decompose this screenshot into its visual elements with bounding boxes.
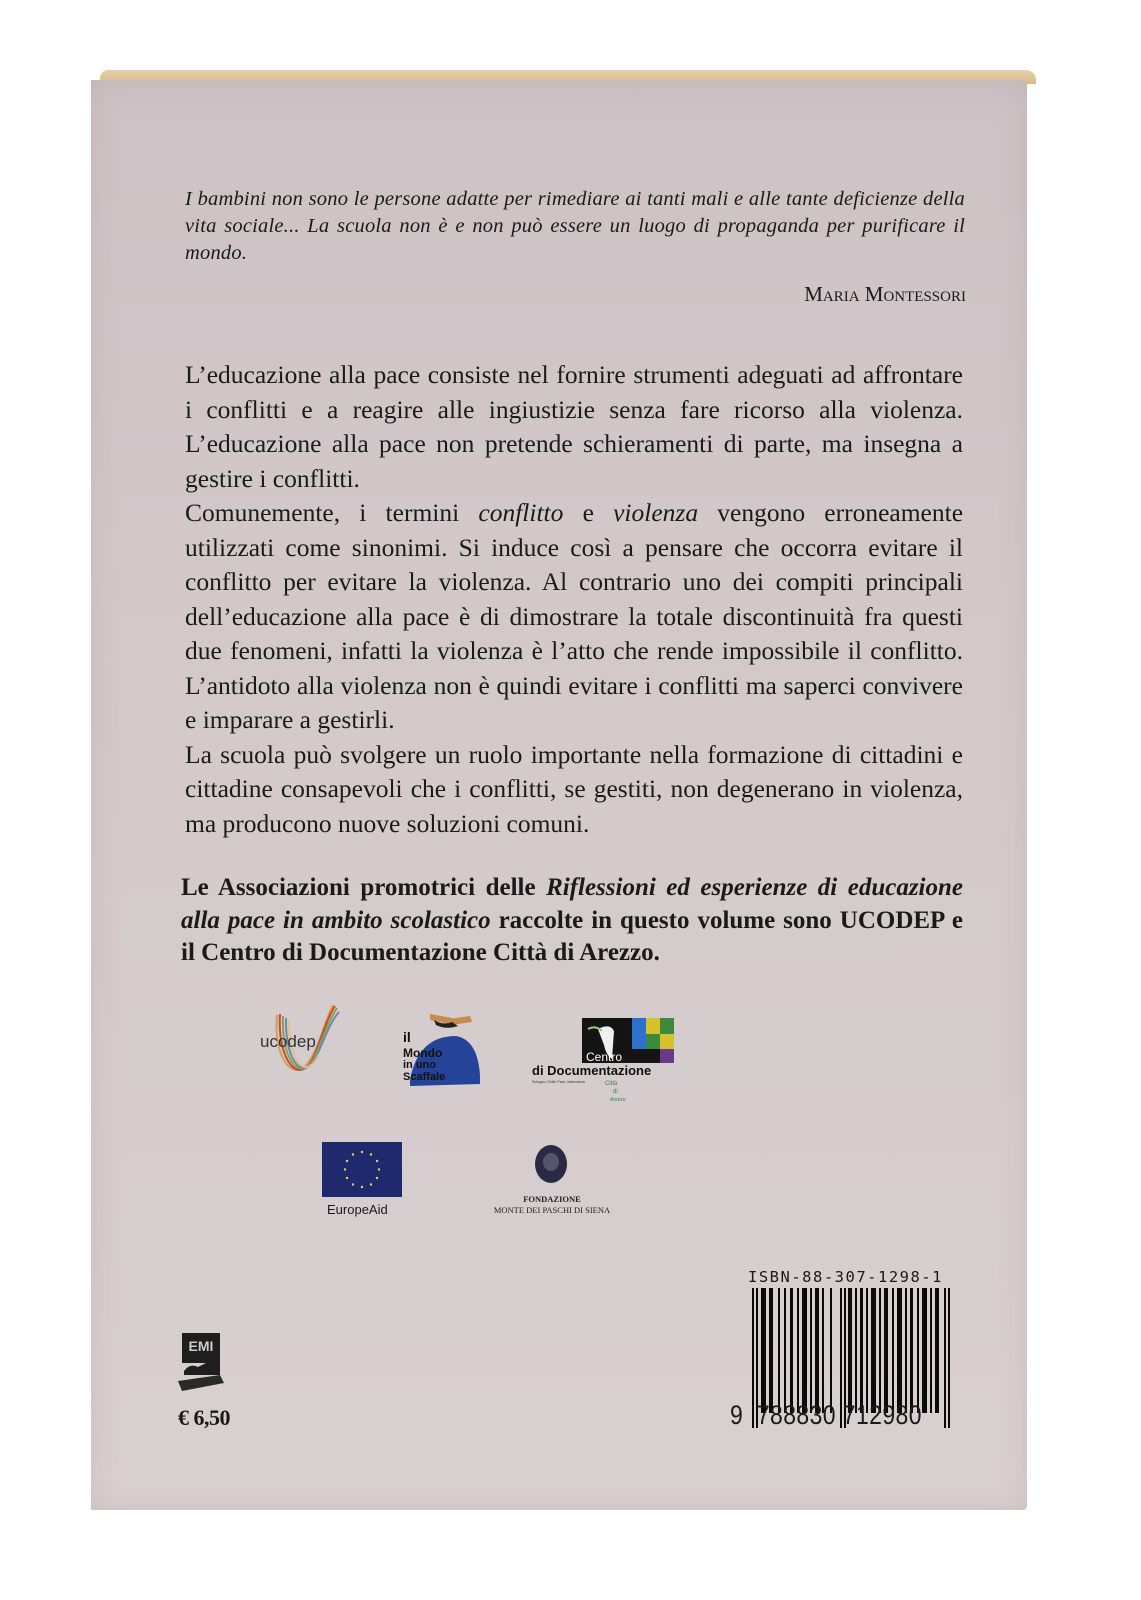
blurb-paragraph-3: La scuola può svolgere un ruolo importante nella formazione di cittadini e cittadine consapevoli che i conflitti, se gestiti, non degenerano in violenza, ma producono nuove soluzioni comuni. [185, 739, 963, 838]
epigraph-quote: I bambini non sono le persone adatte per rimediare ai tanti mali e alle tante deficienze della vita sociale... La scuola non è e non può essere un luogo di propaganda per purificare il mondo. [185, 188, 965, 264]
svg-text:EMI: EMI [188, 1338, 214, 1354]
blurb-paragraph-1: L’educazione alla pace consiste nel fornire strumenti adeguati ad affrontare i conflitti e a reagire alle ingiustizie senza fare ricorso alla violenza. L’educazione alla pace non pretende schieramenti di parte, ma insegna a gestire i conflitti. [185, 360, 963, 493]
svg-text:ucodep: ucodep [260, 1032, 316, 1051]
svg-text:EuropeAid: EuropeAid [327, 1202, 388, 1217]
svg-text:Centro: Centro [586, 1050, 623, 1064]
svg-text:Sviluppo, Diritti, Pace, Inter: Sviluppo, Diritti, Pace, Intercultura [532, 1080, 585, 1084]
promoters-statement: Le Associazioni promotrici delle Riflessioni ed esperienze di educazione alla pace in ambito scolastico raccolte in questo volume sono UCODEP e il Centro di Documentazione Città di Arezzo. [181, 874, 964, 966]
svg-text:Città: Città [605, 1081, 618, 1087]
price-label: € 6,50 [178, 1405, 230, 1430]
svg-text:Scaffale: Scaffale [403, 1071, 446, 1083]
ean-digits: 9 788830 712980 [730, 1400, 922, 1430]
ucodep-logo [255, 1000, 345, 1090]
svg-text:MONTE DEI PASCHI DI SIENA: MONTE DEI PASCHI DI SIENA [493, 1205, 611, 1215]
fondazione-mps-logo [470, 1142, 635, 1222]
europeaid-logo [322, 1142, 404, 1217]
epigraph-author: Maria Montessori [804, 282, 966, 306]
svg-text:di: di [613, 1089, 618, 1095]
svg-text:il: il [403, 1029, 411, 1045]
emi-publisher-logo [176, 1333, 226, 1393]
mondo-in-uno-scaffale-logo [400, 1008, 490, 1088]
blurb-paragraph-2: Comunemente, i termini conflitto e violenza vengono erroneamente utilizzati come sinonimi. Si induce così a pensare che occorra evitare il conflitto per evitare la violenza. Al contrario uno dei compiti principali dell’educazione alla pace è di dimostrare la totale discontinuità fra questi due fenomeni, infatti la violenza è l’atto che rende impossibile il conflitto. L’antidoto alla violenza non è quindi evitare i conflitti ma saperci convivere e imparare a gestirli. [185, 498, 964, 734]
isbn-label: ISBN-88-307-1298-1 [748, 1268, 943, 1286]
svg-text:Arezzo: Arezzo [610, 1097, 626, 1103]
blurb-body [185, 358, 963, 841]
centro-documentazione-logo [530, 1015, 680, 1107]
svg-text:di Documentazione: di Documentazione [532, 1063, 652, 1078]
svg-text:in uno: in uno [403, 1059, 436, 1071]
svg-text:FONDAZIONE: FONDAZIONE [523, 1194, 581, 1204]
svg-text:Mondo: Mondo [403, 1046, 443, 1060]
